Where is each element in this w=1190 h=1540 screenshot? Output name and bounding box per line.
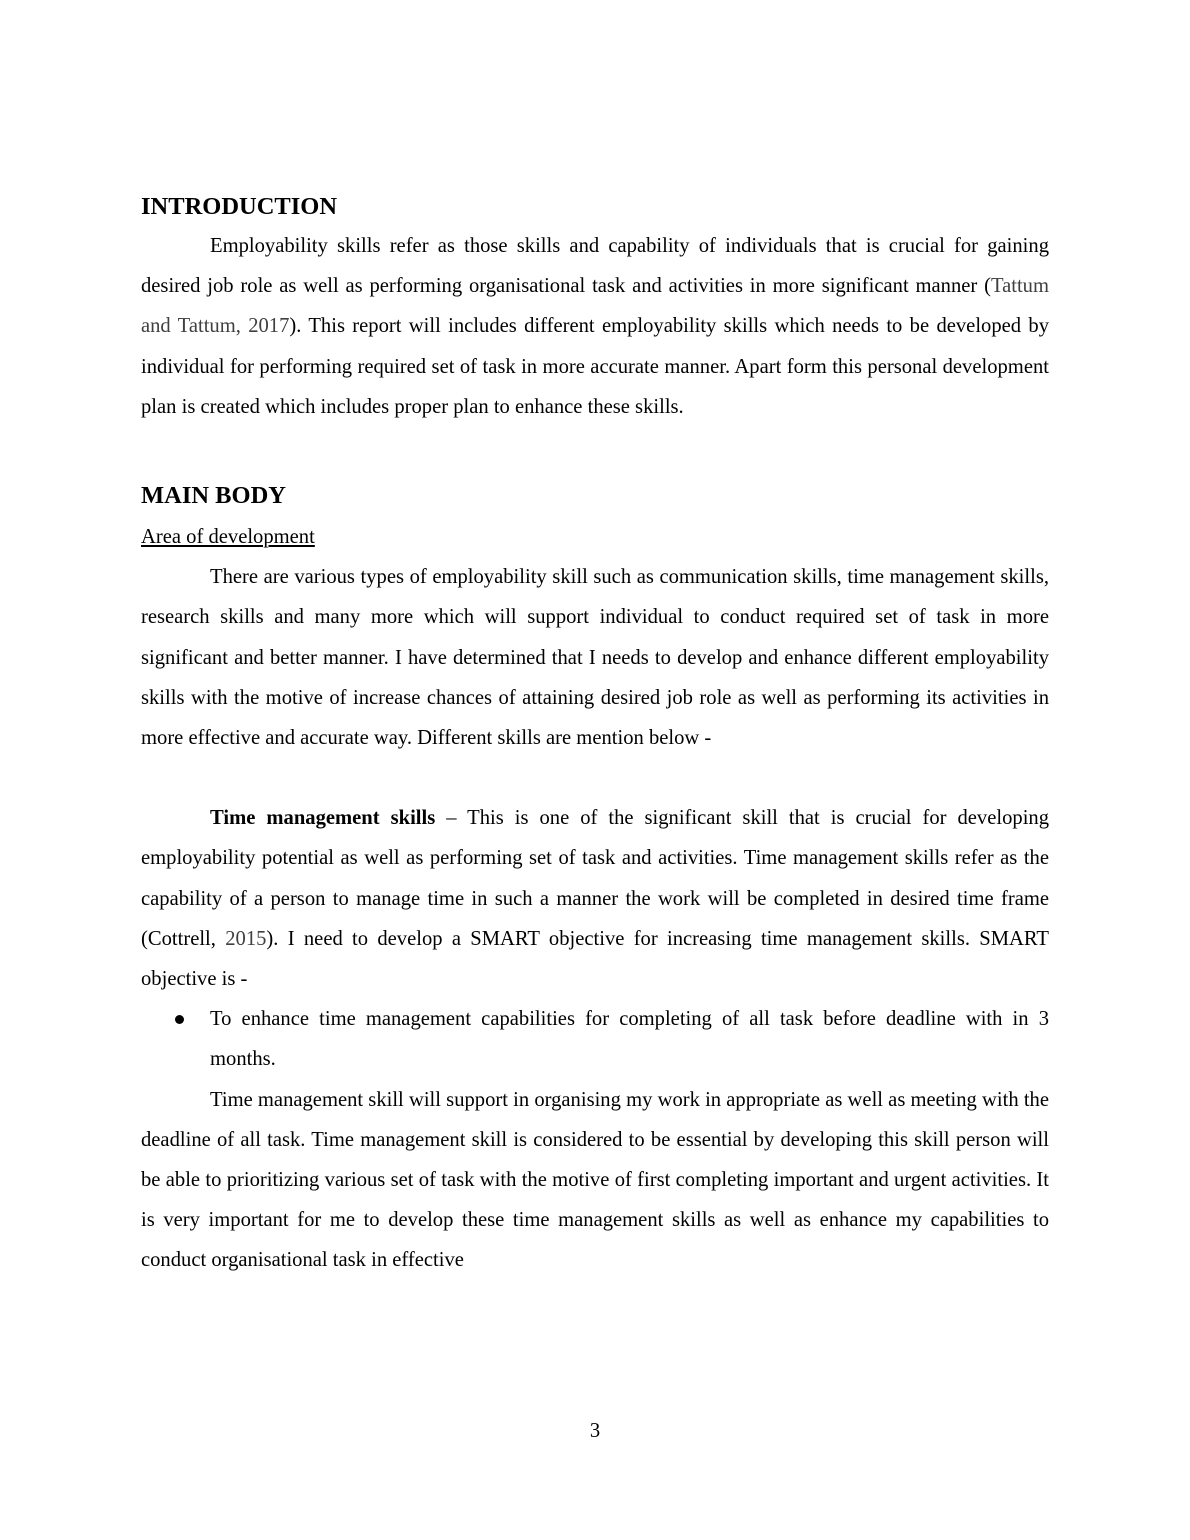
paragraph-spacer <box>141 758 1049 798</box>
time-management-paragraph <box>141 798 1049 999</box>
document-page <box>141 190 1049 1281</box>
area-of-development-subheading: Area of development <box>141 526 315 549</box>
bullet-dot-icon <box>175 1015 184 1024</box>
introduction-paragraph <box>141 226 1049 427</box>
time-management-text-b: ). I need to develop a SMART objective for increasing time management skills. SMART objective is - <box>141 927 1049 991</box>
smart-objective-list <box>141 999 1049 1079</box>
citation-tattum: Tattum and Tattum, 2017 <box>141 275 1049 338</box>
introduction-heading: INTRODUCTION <box>141 193 338 220</box>
main-body-heading: MAIN BODY <box>141 482 286 510</box>
introduction-text-b: ). This report will includes different employability skills which needs to be developed by individual for performing required set of task in more accurate manner. Apart form this personal development plan is created which includes proper plan to enhance these skills. <box>141 315 1049 418</box>
time-management-support-paragraph: Time management skill will support in organising my work in appropriate as well as meeting with the deadline of all task. Time management skill is considered to be essential by developing this skill person will be able to prioritizing various set of task with the motive of first completing important and urgent activities. It is very important for me to develop these time management skills as well as enhance my capabilities to conduct organisational task in effective <box>141 1088 1049 1272</box>
page-number: 3 <box>589 1420 601 1442</box>
area-of-development-paragraph: There are various types of employability skill such as communication skills, time management skills, research skills and many more which will support individual to conduct required set of task in more significant and better manner. I have determined that I needs to develop and enhance different employability skills with the motive of increase chances of attaining desired job role as well as performing its activities in more effective and accurate way. Different skills are mention below - <box>141 566 1049 750</box>
citation-year: 2015 <box>225 927 267 950</box>
time-management-text-a: – This is one of the significant skill that is crucial for developing employability potential as well as performing set of task and activities. Time management skills refer as the capability of a person to manage time in such a manner the work will be completed in desired time frame (Cottrell, <box>141 807 1050 950</box>
list-item <box>141 999 1049 1079</box>
list-item-text: To enhance time management capabilities for completing of all task before deadline with in 3 months. <box>210 1008 1049 1071</box>
time-management-term: Time management skills <box>210 807 436 830</box>
introduction-text-a: Employability skills refer as those skills and capability of individuals that is crucial for gaining desired job role as well as performing organisational task and activities in more significant manner ( <box>141 235 1049 298</box>
